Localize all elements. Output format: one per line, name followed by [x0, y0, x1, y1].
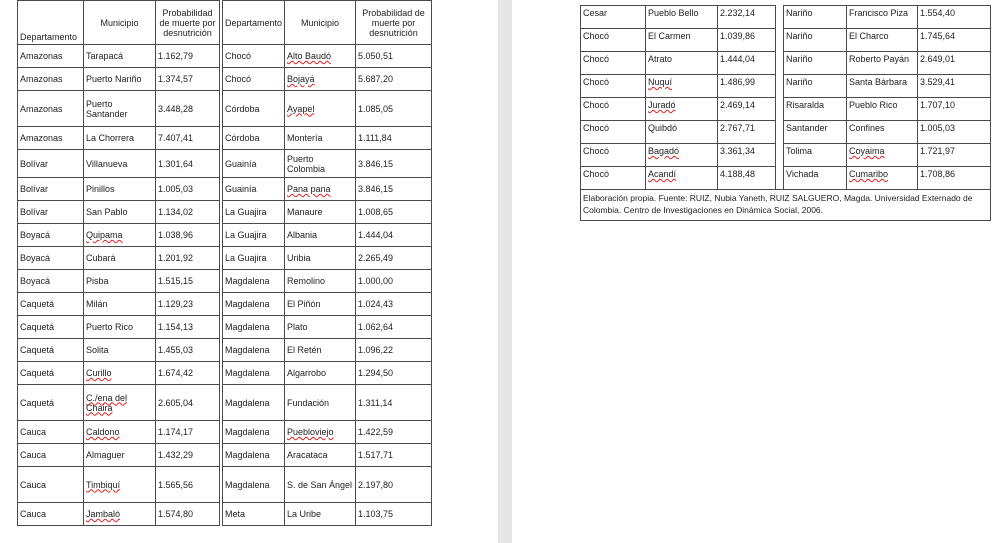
municipio-cell: Montería: [285, 127, 356, 150]
municipio-cell: La Uribe: [285, 503, 356, 526]
probabilidad-cell: 1.005,03: [156, 178, 220, 201]
probabilidad-cell: 2.265,49: [356, 247, 432, 270]
spellcheck-underlined-text: Ayapel: [287, 103, 315, 114]
departamento-cell: Magdalena: [223, 270, 285, 293]
departamento-cell: Cesar: [581, 6, 646, 29]
table-row: [18, 201, 432, 224]
municipio-cell: [285, 178, 356, 201]
departamento-cell: Chocó: [581, 98, 646, 121]
source-row: [581, 190, 991, 221]
municipio-cell: S. de San Ángel: [285, 467, 356, 503]
departamento-cell: Nariño: [784, 6, 847, 29]
municipio-cell: [285, 91, 356, 127]
table-row: [581, 144, 991, 167]
probabilidad-cell: 1.554,40: [918, 6, 991, 29]
spellcheck-underlined-text: Acandí: [648, 169, 677, 179]
municipio-cell: [84, 385, 156, 421]
table-row: [18, 316, 432, 339]
probabilidad-cell: 2.605,04: [156, 385, 220, 421]
probabilidad-cell: 1.154,13: [156, 316, 220, 339]
table-row: [18, 467, 432, 503]
departamento-cell: Bolívar: [18, 150, 84, 178]
spellcheck-underlined-text: Alto Baudó: [287, 51, 332, 61]
probabilidad-cell: 1.374,57: [156, 68, 220, 91]
departamento-cell: La Guajira: [223, 224, 285, 247]
header-departamento: Departamento: [223, 1, 285, 45]
header-municipio: Municipio: [84, 1, 156, 45]
table-row: [18, 68, 432, 91]
municipio-cell: [646, 98, 718, 121]
table-row: [18, 178, 432, 201]
probabilidad-cell: 3.846,15: [356, 150, 432, 178]
table-row: [18, 339, 432, 362]
probabilidad-cell: 1.311,14: [356, 385, 432, 421]
municipio-cell: Tarapacá: [84, 45, 156, 68]
probabilidad-cell: 1.745,64: [918, 29, 991, 52]
municipio-cell: [285, 421, 356, 444]
departamento-cell: Amazonas: [18, 45, 84, 68]
departamento-cell: Risaralda: [784, 98, 847, 121]
departamento-cell: Magdalena: [223, 293, 285, 316]
municipio-cell: [847, 144, 918, 167]
municipio-cell: La Chorrera: [84, 127, 156, 150]
spellcheck-underlined-text: Bojayá: [287, 74, 315, 84]
departamento-cell: Chocó: [581, 167, 646, 190]
municipio-cell: [84, 503, 156, 526]
table-row: [18, 45, 432, 68]
municipio-cell: San Pablo: [84, 201, 156, 224]
departamento-cell: Chocó: [581, 121, 646, 144]
municipio-cell: Albania: [285, 224, 356, 247]
departamento-cell: Meta: [223, 503, 285, 526]
departamento-cell: Chocó: [581, 144, 646, 167]
municipio-cell: Quibdó: [646, 121, 718, 144]
header-probabilidad: Probabilidad de muerte por desnutrición: [156, 1, 220, 45]
probabilidad-cell: 1.103,75: [356, 503, 432, 526]
probabilidad-cell: 1.134,02: [156, 201, 220, 224]
spellcheck-underlined-text: C./ena del Chairá: [86, 392, 128, 413]
departamento-cell: Caquetá: [18, 362, 84, 385]
probabilidad-cell: 2.469,14: [718, 98, 776, 121]
table-row: [581, 121, 991, 144]
departamento-cell: Guainía: [223, 150, 285, 178]
probabilidad-cell: 2.232,14: [718, 6, 776, 29]
departamento-cell: Magdalena: [223, 316, 285, 339]
departamento-cell: Boyacá: [18, 224, 84, 247]
municipio-cell: Pisba: [84, 270, 156, 293]
spellcheck-underlined-text: Coyaima: [849, 146, 885, 156]
probabilidad-cell: 2.197,80: [356, 467, 432, 503]
departamento-cell: Cauca: [18, 421, 84, 444]
spellcheck-underlined-text: Curillo: [86, 368, 112, 378]
spellcheck-underlined-text: Juradó: [648, 100, 676, 110]
malnutrition-table-right: [580, 5, 991, 221]
probabilidad-cell: 1.024,43: [356, 293, 432, 316]
departamento-cell: Córdoba: [223, 127, 285, 150]
departamento-cell: La Guajira: [223, 247, 285, 270]
municipio-cell: [84, 362, 156, 385]
header-municipio: Municipio: [285, 1, 356, 45]
probabilidad-cell: 1.005,03: [918, 121, 991, 144]
departamento-cell: Caquetá: [18, 316, 84, 339]
probabilidad-cell: 1.062,64: [356, 316, 432, 339]
municipio-cell: El Charco: [847, 29, 918, 52]
probabilidad-cell: 1.039,86: [718, 29, 776, 52]
municipio-cell: Puerto Rico: [84, 316, 156, 339]
probabilidad-cell: 3.846,15: [356, 178, 432, 201]
municipio-cell: Cubará: [84, 247, 156, 270]
table-row: [18, 503, 432, 526]
municipio-cell: [847, 167, 918, 190]
spellcheck-underlined-text: Caldono: [86, 427, 120, 437]
spellcheck-underlined-text: Nuquí: [648, 77, 673, 87]
municipio-cell: El Piñón: [285, 293, 356, 316]
probabilidad-cell: 1.707,10: [918, 98, 991, 121]
spellcheck-underlined-text: Pana pana: [287, 184, 331, 194]
municipio-cell: Aracataca: [285, 444, 356, 467]
departamento-cell: Tolima: [784, 144, 847, 167]
probabilidad-cell: 1.708,86: [918, 167, 991, 190]
probabilidad-cell: 1.096,22: [356, 339, 432, 362]
probabilidad-cell: 2.767,71: [718, 121, 776, 144]
probabilidad-cell: 1.486,99: [718, 75, 776, 98]
probabilidad-cell: 1.129,23: [156, 293, 220, 316]
departamento-cell: Chocó: [581, 29, 646, 52]
municipio-cell: Puerto Santander: [84, 91, 156, 127]
probabilidad-cell: 1.008,65: [356, 201, 432, 224]
municipio-cell: [646, 144, 718, 167]
departamento-cell: Amazonas: [18, 127, 84, 150]
municipio-cell: El Retén: [285, 339, 356, 362]
departamento-cell: Magdalena: [223, 385, 285, 421]
municipio-cell: Santa Bárbara: [847, 75, 918, 98]
departamento-cell: Boyacá: [18, 270, 84, 293]
probabilidad-cell: 1.444,04: [718, 52, 776, 75]
departamento-cell: Magdalena: [223, 339, 285, 362]
probabilidad-cell: 3.361,34: [718, 144, 776, 167]
table-row: [18, 293, 432, 316]
departamento-cell: Vichada: [784, 167, 847, 190]
spellcheck-underlined-text: Quipama: [86, 230, 123, 240]
probabilidad-cell: 1.517,71: [356, 444, 432, 467]
municipio-cell: Pueblo Bello: [646, 6, 718, 29]
municipio-cell: Puerto Nariño: [84, 68, 156, 91]
municipio-cell: Pueblo Rico: [847, 98, 918, 121]
departamento-cell: Chocó: [223, 68, 285, 91]
departamento-cell: Bolívar: [18, 178, 84, 201]
probabilidad-cell: 1.565,56: [156, 467, 220, 503]
probabilidad-cell: 1.515,15: [156, 270, 220, 293]
table-row: [581, 29, 991, 52]
table-row: [581, 75, 991, 98]
header-departamento: Departamento: [18, 1, 84, 45]
probabilidad-cell: 3.448,28: [156, 91, 220, 127]
probabilidad-cell: 1.111,84: [356, 127, 432, 150]
spellcheck-underlined-text: Bagadó: [648, 146, 680, 156]
municipio-cell: Fundación: [285, 385, 356, 421]
probabilidad-cell: 1.432,29: [156, 444, 220, 467]
departamento-cell: Caquetá: [18, 293, 84, 316]
table-row: [18, 224, 432, 247]
municipio-cell: Milán: [84, 293, 156, 316]
probabilidad-cell: 1.085,05: [356, 91, 432, 127]
departamento-cell: Chocó: [581, 75, 646, 98]
departamento-cell: Cauca: [18, 444, 84, 467]
departamento-cell: Boyacá: [18, 247, 84, 270]
table-row: [18, 444, 432, 467]
departamento-cell: Cauca: [18, 467, 84, 503]
municipio-cell: Puerto Colombia: [285, 150, 356, 178]
probabilidad-cell: 1.444,04: [356, 224, 432, 247]
departamento-cell: Nariño: [784, 52, 847, 75]
municipio-cell: [84, 224, 156, 247]
probabilidad-cell: 1.422,59: [356, 421, 432, 444]
table-row: [18, 270, 432, 293]
municipio-cell: Remolino: [285, 270, 356, 293]
municipio-cell: Atrato: [646, 52, 718, 75]
departamento-cell: Nariño: [784, 75, 847, 98]
probabilidad-cell: 2.649,01: [918, 52, 991, 75]
municipio-cell: Manaure: [285, 201, 356, 224]
departamento-cell: Bolívar: [18, 201, 84, 224]
municipio-cell: Almaguer: [84, 444, 156, 467]
table-row: [18, 247, 432, 270]
probabilidad-cell: 1.674,42: [156, 362, 220, 385]
header-probabilidad: Probabilidad de muerte por desnutrición: [356, 1, 432, 45]
departamento-cell: Caquetá: [18, 385, 84, 421]
probabilidad-cell: 5.687,20: [356, 68, 432, 91]
departamento-cell: Cauca: [18, 503, 84, 526]
departamento-cell: Santander: [784, 121, 847, 144]
municipio-cell: [646, 167, 718, 190]
municipio-cell: [285, 45, 356, 68]
departamento-cell: Magdalena: [223, 362, 285, 385]
table-row: [18, 385, 432, 421]
departamento-cell: Guainía: [223, 178, 285, 201]
spellcheck-underlined-text: Timbiquí: [86, 479, 121, 490]
probabilidad-cell: 5.050,51: [356, 45, 432, 68]
probabilidad-cell: 1.201,92: [156, 247, 220, 270]
departamento-cell: Amazonas: [18, 68, 84, 91]
departamento-cell: Córdoba: [223, 91, 285, 127]
probabilidad-cell: 1.038,96: [156, 224, 220, 247]
departamento-cell: Chocó: [223, 45, 285, 68]
municipio-cell: [84, 467, 156, 503]
table-row: [581, 98, 991, 121]
table-row: [18, 150, 432, 178]
municipio-cell: [84, 421, 156, 444]
table-row: [581, 52, 991, 75]
municipio-cell: Francisco Piza: [847, 6, 918, 29]
municipio-cell: Uribia: [285, 247, 356, 270]
table-row: [18, 127, 432, 150]
probabilidad-cell: 1.294,50: [356, 362, 432, 385]
municipio-cell: [285, 68, 356, 91]
spellcheck-underlined-text: Puebloviejo: [287, 427, 334, 437]
malnutrition-table-left: [17, 0, 432, 526]
probabilidad-cell: 1.162,79: [156, 45, 220, 68]
municipio-cell: Plato: [285, 316, 356, 339]
departamento-cell: Magdalena: [223, 467, 285, 503]
probabilidad-cell: 3.529,41: [918, 75, 991, 98]
table-row: [18, 91, 432, 127]
departamento-cell: Nariño: [784, 29, 847, 52]
spellcheck-underlined-text: Jambaló: [86, 509, 121, 519]
table-row: [581, 167, 991, 190]
table-row: [18, 421, 432, 444]
table-row: [581, 6, 991, 29]
source-note: Elaboración propia. Fuente: RUIZ, Nubia Yaneth, RUIZ SALGUERO, Magda. Universidad Externado de Colombia. Centro de Investigaciones en Dinámica Social, 2006.: [581, 190, 991, 221]
municipio-cell: Villanueva: [84, 150, 156, 178]
departamento-cell: La Guajira: [223, 201, 285, 224]
municipio-cell: Solita: [84, 339, 156, 362]
probabilidad-cell: 1.455,03: [156, 339, 220, 362]
departamento-cell: Amazonas: [18, 91, 84, 127]
municipio-cell: El Carmen: [646, 29, 718, 52]
probabilidad-cell: 1.000,00: [356, 270, 432, 293]
municipio-cell: Algarrobo: [285, 362, 356, 385]
municipio-cell: Confines: [847, 121, 918, 144]
departamento-cell: Chocó: [581, 52, 646, 75]
probabilidad-cell: 4.188,48: [718, 167, 776, 190]
departamento-cell: Magdalena: [223, 444, 285, 467]
departamento-cell: Caquetá: [18, 339, 84, 362]
probabilidad-cell: 1.721,97: [918, 144, 991, 167]
probabilidad-cell: 7.407,41: [156, 127, 220, 150]
municipio-cell: Pinillos: [84, 178, 156, 201]
spellcheck-underlined-text: Cumaribo: [849, 169, 889, 179]
municipio-cell: Roberto Payán: [847, 52, 918, 75]
table-row: [18, 362, 432, 385]
probabilidad-cell: 1.301,64: [156, 150, 220, 178]
table-header-row: [18, 1, 432, 45]
municipio-cell: [646, 75, 718, 98]
probabilidad-cell: 1.574,80: [156, 503, 220, 526]
departamento-cell: Magdalena: [223, 421, 285, 444]
probabilidad-cell: 1.174,17: [156, 421, 220, 444]
